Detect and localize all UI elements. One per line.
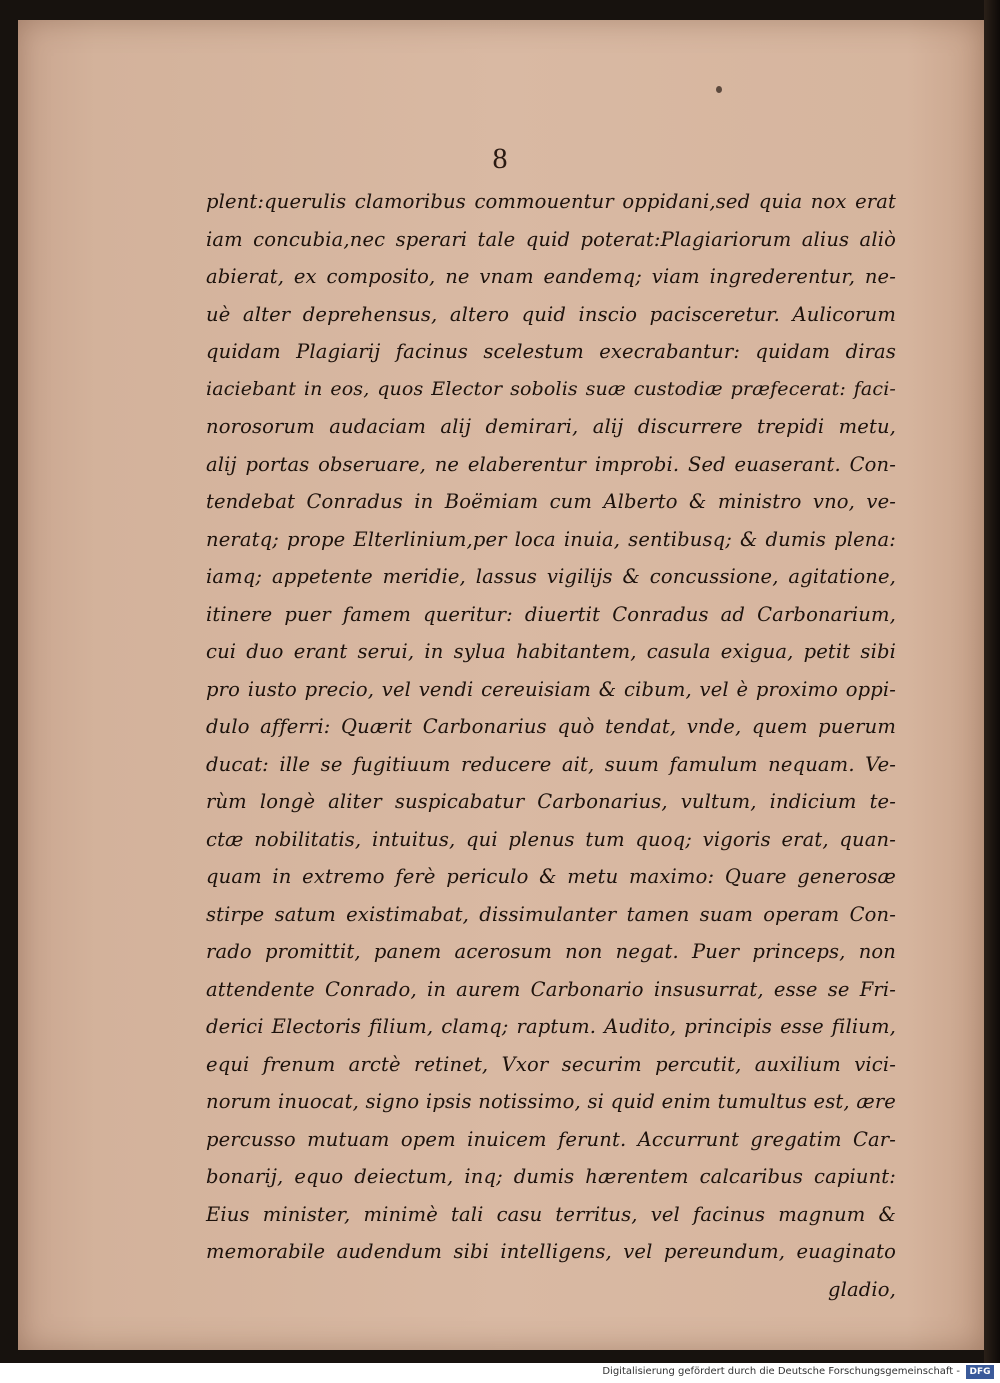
text-line: quidam Plagiarij facinus scelestum execrabantur: quidam diras <box>206 340 896 363</box>
text-line: ctæ nobilitatis, intuitus, qui plenus tum quoq; vigoris erat, quan- <box>206 827 896 851</box>
text-line: alij portas obseruare, ne elaberentur improbi. Sed euaserant. Con- <box>206 452 896 476</box>
text-line: memorabile audendum sibi intelligens, vel pereundum, euaginato <box>206 1240 896 1263</box>
catchword: gladio, <box>827 1277 896 1301</box>
text-line: iaciebant in eos, quos Elector sobolis suæ custodiæ præfecerat: faci- <box>206 377 896 400</box>
text-line: derici Electoris filium, clamq; raptum. Audito, principis esse filium, <box>206 1015 896 1038</box>
text-line: attendente Conrado, in aurem Carbonario insusurrat, esse se Fri- <box>206 977 896 1001</box>
text-line: plent:querulis clamoribus commouentur oppidani,sed quia nox erat <box>206 190 896 213</box>
text-line: norosorum audaciam alij demirari, alij discurrere trepidi metu, <box>206 415 896 438</box>
text-line: cui duo erant serui, in sylua habitantem, casula exigua, petit sibi <box>206 640 896 663</box>
text-line: neratq; prope Elterlinium,per loca inuia, sentibusq; & dumis plena: <box>206 527 896 551</box>
body-text <box>206 183 896 1308</box>
text-line: pro iusto precio, vel vendi cereuisiam & cibum, vel è proximo oppi- <box>206 677 896 701</box>
text-line: ducat: ille se fugitiuum reducere ait, suum famulum nequam. Ve- <box>206 752 896 776</box>
text-line: iamq; appetente meridie, lassus vigilijs & concussione, agitatione, <box>206 565 896 588</box>
text-line: rùm longè aliter suspicabatur Carbonarius, vultum, indicium te- <box>206 790 896 813</box>
funding-notice: Digitalisierung gefördert durch die Deutsche Forschungsgemeinschaft - <box>602 1366 960 1377</box>
text-line: bonarij, equo deiectum, inq; dumis hærentem calcaribus capiunt: <box>206 1165 896 1188</box>
footer-bar <box>0 1363 1000 1383</box>
text-line: itinere puer famem queritur: diuertit Conradus ad Carbonarium, <box>206 602 896 626</box>
text-line: stirpe satum existimabat, dissimulanter tamen suam operam Con- <box>206 902 896 926</box>
text-line: norum inuocat, signo ipsis notissimo, si quid enim tumultus est, ære <box>206 1090 896 1113</box>
text-line: equi frenum arctè retinet, Vxor securim percutit, auxilium vici- <box>206 1052 896 1076</box>
text-line: quam in extremo ferè periculo & metu maximo: Quare generosæ <box>206 865 896 888</box>
dfg-logo: DFG <box>966 1365 994 1379</box>
text-line: abierat, ex composito, ne vnam eandemq; viam ingrederentur, ne- <box>206 265 896 288</box>
page-number: 8 <box>492 142 508 175</box>
text-line: Eius minister, minimè tali casu territus, vel facinus magnum & <box>206 1202 896 1226</box>
text-line: percusso mutuam opem inuicem ferunt. Accurrunt gregatim Car- <box>206 1127 896 1151</box>
text-line: iam concubia,nec sperari tale quid poterat:Plagiariorum alius aliò <box>206 227 896 251</box>
text-line: tendebat Conradus in Boëmiam cum Alberto & ministro vno, ve- <box>206 490 896 513</box>
ink-spot <box>716 86 722 93</box>
text-line: dulo afferri: Quærit Carbonarius quò tendat, vnde, quem puerum <box>206 715 896 738</box>
page-edge <box>984 0 1000 1363</box>
text-line: rado promittit, panem acerosum non negat. Puer princeps, non <box>206 940 896 963</box>
text-line: uè alter deprehensus, altero quid inscio pacisceretur. Aulicorum <box>206 302 896 326</box>
